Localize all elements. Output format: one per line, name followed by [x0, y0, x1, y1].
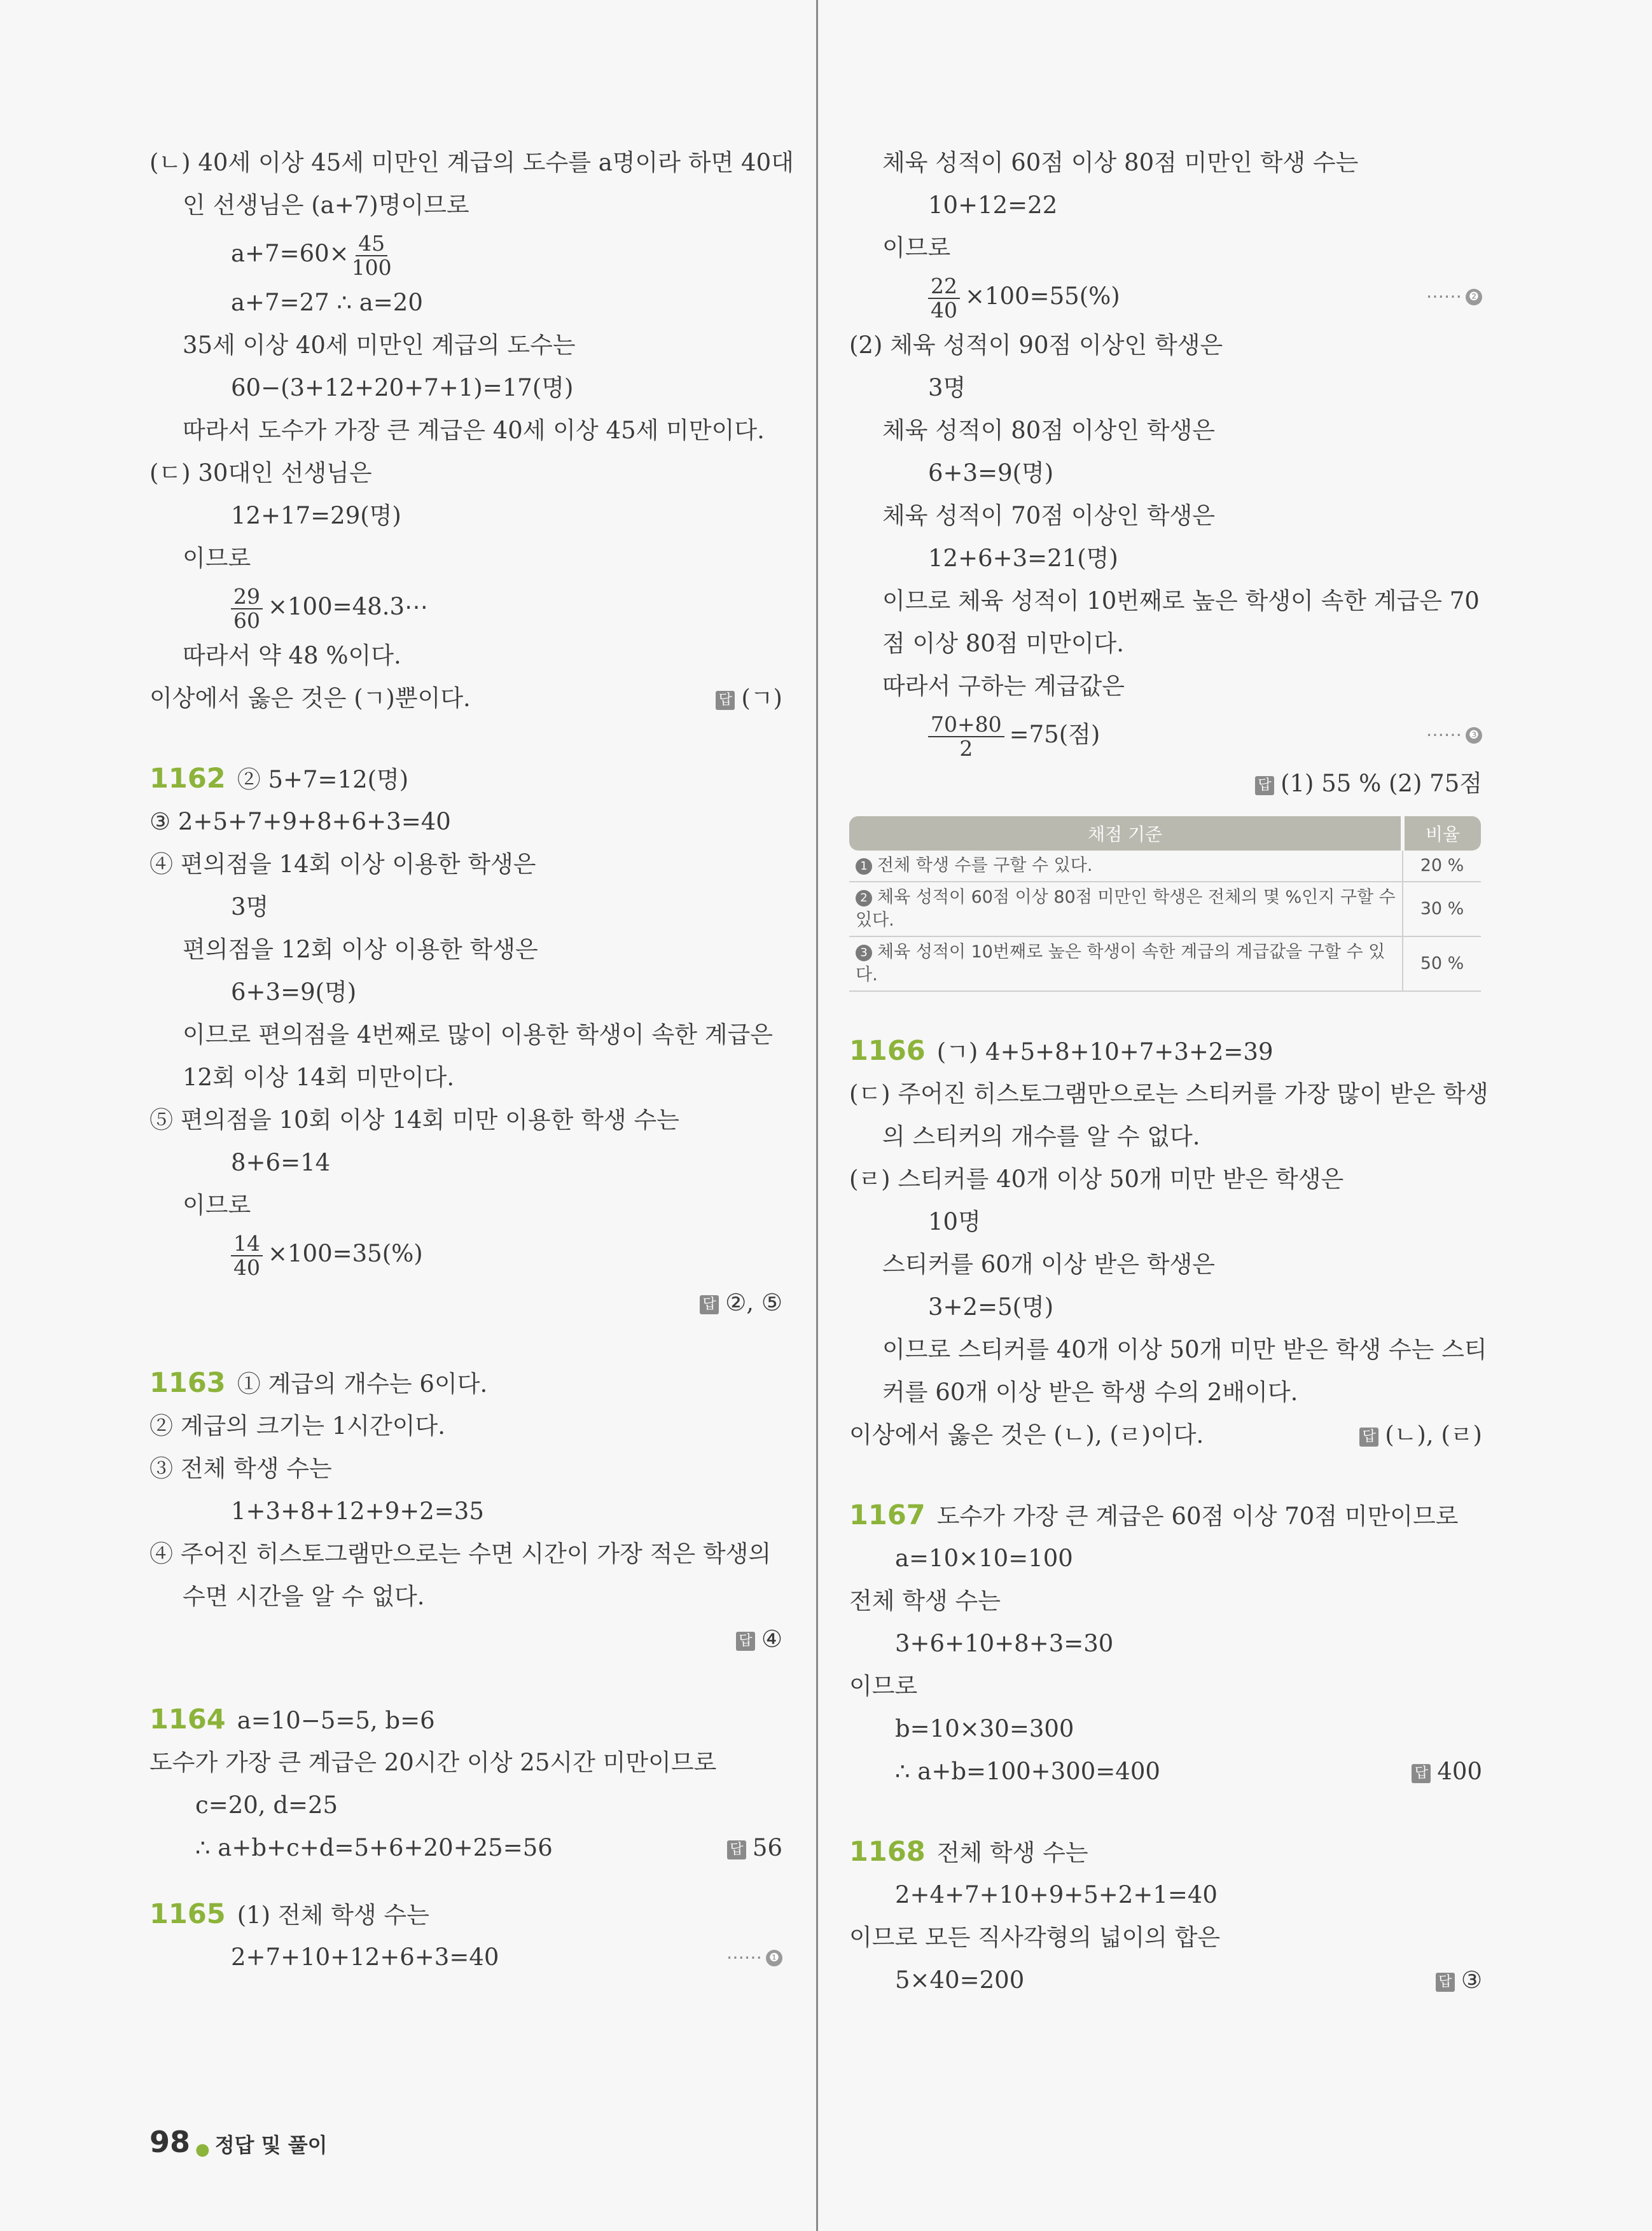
step-3-icon: 3: [856, 945, 872, 961]
equation-line: $\frac{29}{60}$ ×100=48.3⋯: [149, 580, 782, 634]
text-line: 커를 60개 이상 받은 학생 수의 2배이다.: [882, 1379, 1298, 1406]
equation-line: c=20, d=25: [195, 1791, 338, 1819]
text-line: (ㄹ) 스티커를 40개 이상 50개 미만 받은 학생은: [849, 1165, 1344, 1193]
text-line: (ㄷ) 30대인 선생님은: [149, 459, 372, 487]
answer-line: [149, 1618, 782, 1660]
text-line: 스티커를 60개 이상 받은 학생은: [882, 1251, 1216, 1278]
page-number: 98: [149, 2125, 191, 2159]
equation-line: 60−(3+12+20+7+1)=17(명): [231, 374, 574, 401]
text-line: ④ 주어진 히스토그램만으로는 수면 시간이 가장 적은 학생의: [149, 1540, 772, 1567]
criteria-cell: 2 체육 성적이 60점 이상 80점 미만인 학생은 전체의 몇 %인지 구할 수 있다.: [849, 882, 1403, 936]
text-line: ④ 편의점을 14회 이상 이용한 학생은: [149, 851, 536, 878]
scoring-step-marker: ⋯⋯ ❷: [1426, 269, 1482, 324]
equation-line: 3+2=5(명): [928, 1293, 1054, 1321]
scoring-criteria-table: [849, 816, 1481, 992]
text-line: 체육 성적이 80점 이상인 학생은: [882, 417, 1216, 444]
answer: 답 (ㄴ), (ㄹ): [1359, 1414, 1482, 1456]
problem-number: 1164: [149, 1704, 226, 1735]
equation-line: 5×40=200 답 ③: [849, 1959, 1482, 2001]
table-row: [849, 936, 1481, 991]
header-criteria: 채점 기준: [849, 816, 1403, 851]
step-3-icon: ❸: [1466, 727, 1482, 744]
criteria-cell: 1 전체 학생 수를 구할 수 있다.: [849, 851, 1403, 882]
problem-1163: 1163 ① 계급의 개수는 6이다.: [149, 1367, 488, 1399]
equation-line: 10명: [928, 1208, 981, 1235]
text-line: 이므로: [183, 545, 251, 572]
problem-1166: 1166 (ㄱ) 4+5+8+10+7+3+2=39: [849, 1035, 1274, 1067]
answer: 답 ③: [1436, 1959, 1482, 2001]
step-2-icon: 2: [856, 890, 872, 907]
equation-line: 8+6=14: [231, 1149, 331, 1176]
text-line: 35세 이상 40세 미만인 계급의 도수는: [183, 331, 576, 359]
header-ratio: 비율: [1403, 816, 1481, 851]
answer-line: [849, 762, 1482, 805]
text-line: 이므로 체육 성적이 10번째로 높은 학생이 속한 계급은 70: [882, 587, 1480, 615]
answer-icon: 답: [727, 1840, 746, 1859]
equation-line: 12+17=29(명): [231, 502, 401, 529]
answer: 답 (ㄱ): [716, 677, 782, 719]
column-divider: [816, 0, 818, 2231]
text-line: 따라서 구하는 계급값은: [882, 672, 1125, 700]
equation-line: $\frac{22}{40}$ ×100=55(%) ⋯⋯ ❷: [849, 269, 1482, 324]
bullet-icon: ●: [195, 2139, 210, 2159]
text-line: 12회 이상 14회 미만이다.: [183, 1064, 455, 1091]
table-header-row: [849, 816, 1481, 851]
equation-line: 2+7+10+12+6+3=40 ⋯⋯ ❶: [149, 1936, 782, 1978]
text-line: 이므로: [183, 1192, 251, 1219]
text-line: ③ 전체 학생 수는: [149, 1455, 332, 1482]
text-line: 따라서 약 48 %이다.: [183, 642, 401, 669]
criteria-cell: 3 체육 성적이 10번째로 높은 학생이 속한 계급의 계급값을 구할 수 있다.: [849, 936, 1403, 991]
fraction: $\frac{45}{100}$: [351, 230, 392, 280]
table-row: [849, 851, 1481, 882]
equation-line: 6+3=9(명): [928, 459, 1054, 487]
problem-1168: 1168 전체 학생 수는: [849, 1836, 1088, 1868]
equation-line: 3명: [928, 374, 966, 401]
step-1-icon: 1: [856, 858, 872, 875]
text-line: 의 스티커의 개수를 알 수 없다.: [882, 1123, 1200, 1150]
equation-line: 3+6+10+8+3=30: [895, 1630, 1114, 1657]
equation-line: $\frac{14}{40}$ ×100=35(%): [149, 1227, 782, 1281]
text-line: 따라서 도수가 가장 큰 계급은 40세 이상 45세 미만이다.: [183, 417, 765, 444]
step-1-icon: ❶: [766, 1950, 782, 1966]
answer: 답 56: [727, 1826, 782, 1869]
fraction: $\frac{14}{40}$: [231, 1232, 263, 1279]
problem-number: 1168: [849, 1836, 926, 1868]
text-line: 도수가 가장 큰 계급은 20시간 이상 25시간 미만이므로: [149, 1749, 717, 1776]
text-line: 이상에서 옳은 것은 (ㄱ)뿐이다. 답 (ㄱ): [149, 677, 782, 719]
answer-icon: 답: [1436, 1973, 1455, 1992]
text-line: 인 선생님은 (a+7)명이므로: [183, 191, 469, 219]
table-row: [849, 882, 1481, 936]
answer-line: [149, 1281, 782, 1324]
problem-1164: 1164 a=10−5=5, b=6: [149, 1704, 435, 1735]
problem-number: 1167: [849, 1499, 926, 1531]
equation-line: 1+3+8+12+9+2=35: [231, 1498, 484, 1525]
equation-line: b=10×30=300: [895, 1715, 1074, 1742]
equation-line: 10+12=22: [928, 191, 1058, 219]
text-line: ② 계급의 크기는 1시간이다.: [149, 1412, 446, 1440]
problem-1167: 1167 도수가 가장 큰 계급은 60점 이상 70점 미만이므로: [849, 1499, 1459, 1531]
text-line: 편의점을 12회 이상 이용한 학생은: [183, 936, 538, 963]
answer-icon: 답: [1255, 776, 1274, 795]
ratio-cell: 30 %: [1403, 882, 1481, 936]
problem-number: 1166: [849, 1035, 926, 1067]
text-line: 이므로: [849, 1672, 918, 1700]
text-line: ③ 2+5+7+9+8+6+3=40: [149, 808, 451, 835]
text-line: 체육 성적이 70점 이상인 학생은: [882, 502, 1216, 529]
answer-icon: 답: [716, 691, 735, 710]
problem-1162: 1162 ② 5+7=12(명): [149, 763, 409, 795]
footer-label: 정답 및 풀이: [214, 2133, 328, 2157]
ratio-cell: 50 %: [1403, 936, 1481, 991]
fraction: $\frac{29}{60}$: [231, 585, 263, 632]
equation-line: a+7=27 ∴ a=20: [231, 289, 423, 316]
right-column: [849, 141, 1489, 2001]
equation-line: 2+4+7+10+9+5+2+1=40: [895, 1881, 1218, 1908]
answer-icon: 답: [736, 1632, 755, 1651]
fraction: $\frac{70+80}{2}$: [928, 713, 1004, 760]
answer: 답 ④: [736, 1618, 782, 1660]
text-line: (2) 체육 성적이 90점 이상인 학생은: [849, 331, 1223, 359]
equation-line: ∴ a+b=100+300=400 답 400: [849, 1750, 1482, 1793]
equation-line: 3명: [231, 893, 269, 921]
text-line: 체육 성적이 60점 이상 80점 미만인 학생 수는: [882, 149, 1359, 176]
equation-line: $\frac{70+80}{2}$ =75(점) ⋯⋯ ❸: [849, 707, 1482, 762]
answer: 답 (1) 55 % (2) 75점: [1255, 762, 1482, 805]
text-line: 이므로 편의점을 4번째로 많이 이용한 학생이 속한 계급은: [183, 1021, 773, 1048]
text-line: 이므로 모든 직사각형의 넓이의 합은: [849, 1924, 1221, 1951]
answer: 답 ②, ⑤: [700, 1281, 782, 1324]
equation-line: 6+3=9(명): [231, 978, 357, 1006]
equation-line: a=10×10=100: [895, 1545, 1073, 1572]
ratio-cell: 20 %: [1403, 851, 1481, 882]
text-line: (ㄷ) 주어진 히스토그램만으로는 스티커를 가장 많이 받은 학생: [849, 1080, 1489, 1108]
text-line: 전체 학생 수는: [849, 1587, 1001, 1615]
page-footer: [149, 2125, 328, 2159]
text-line: 이상에서 옳은 것은 (ㄴ), (ㄹ)이다. 답 (ㄴ), (ㄹ): [849, 1414, 1482, 1456]
answer-icon: 답: [1359, 1428, 1378, 1447]
text-line: 수면 시간을 알 수 없다.: [183, 1583, 425, 1610]
step-2-icon: ❷: [1466, 289, 1482, 305]
problem-number: 1163: [149, 1367, 226, 1399]
answer: 답 400: [1412, 1750, 1482, 1793]
scoring-step-marker: ⋯⋯ ❶: [726, 1936, 782, 1978]
problem-number: 1165: [149, 1898, 226, 1930]
fraction: $\frac{22}{40}$: [928, 275, 960, 322]
left-column: [149, 141, 794, 1978]
scoring-step-marker: ⋯⋯ ❸: [1426, 707, 1482, 762]
text-line: ⑤ 편의점을 10회 이상 14회 미만 이용한 학생 수는: [149, 1106, 679, 1134]
equation-line: a+7=60× $\frac{45}{100}$: [149, 226, 782, 281]
answer-icon: 답: [1412, 1764, 1431, 1783]
text-line: 이므로 스티커를 40개 이상 50개 미만 받은 학생 수는 스티: [882, 1336, 1487, 1363]
text-line: (ㄴ) 40세 이상 45세 미만인 계급의 도수를 a명이라 하면 40대: [149, 149, 794, 176]
equation-line: ∴ a+b+c+d=5+6+20+25=56 답 56: [149, 1826, 782, 1869]
text-line: 점 이상 80점 미만이다.: [882, 630, 1125, 657]
answer-icon: 답: [700, 1295, 719, 1314]
text-line: 이므로: [882, 234, 951, 261]
equation-line: 12+6+3=21(명): [928, 545, 1118, 572]
problem-number: 1162: [149, 763, 226, 795]
problem-1165: 1165 (1) 전체 학생 수는: [149, 1898, 429, 1930]
